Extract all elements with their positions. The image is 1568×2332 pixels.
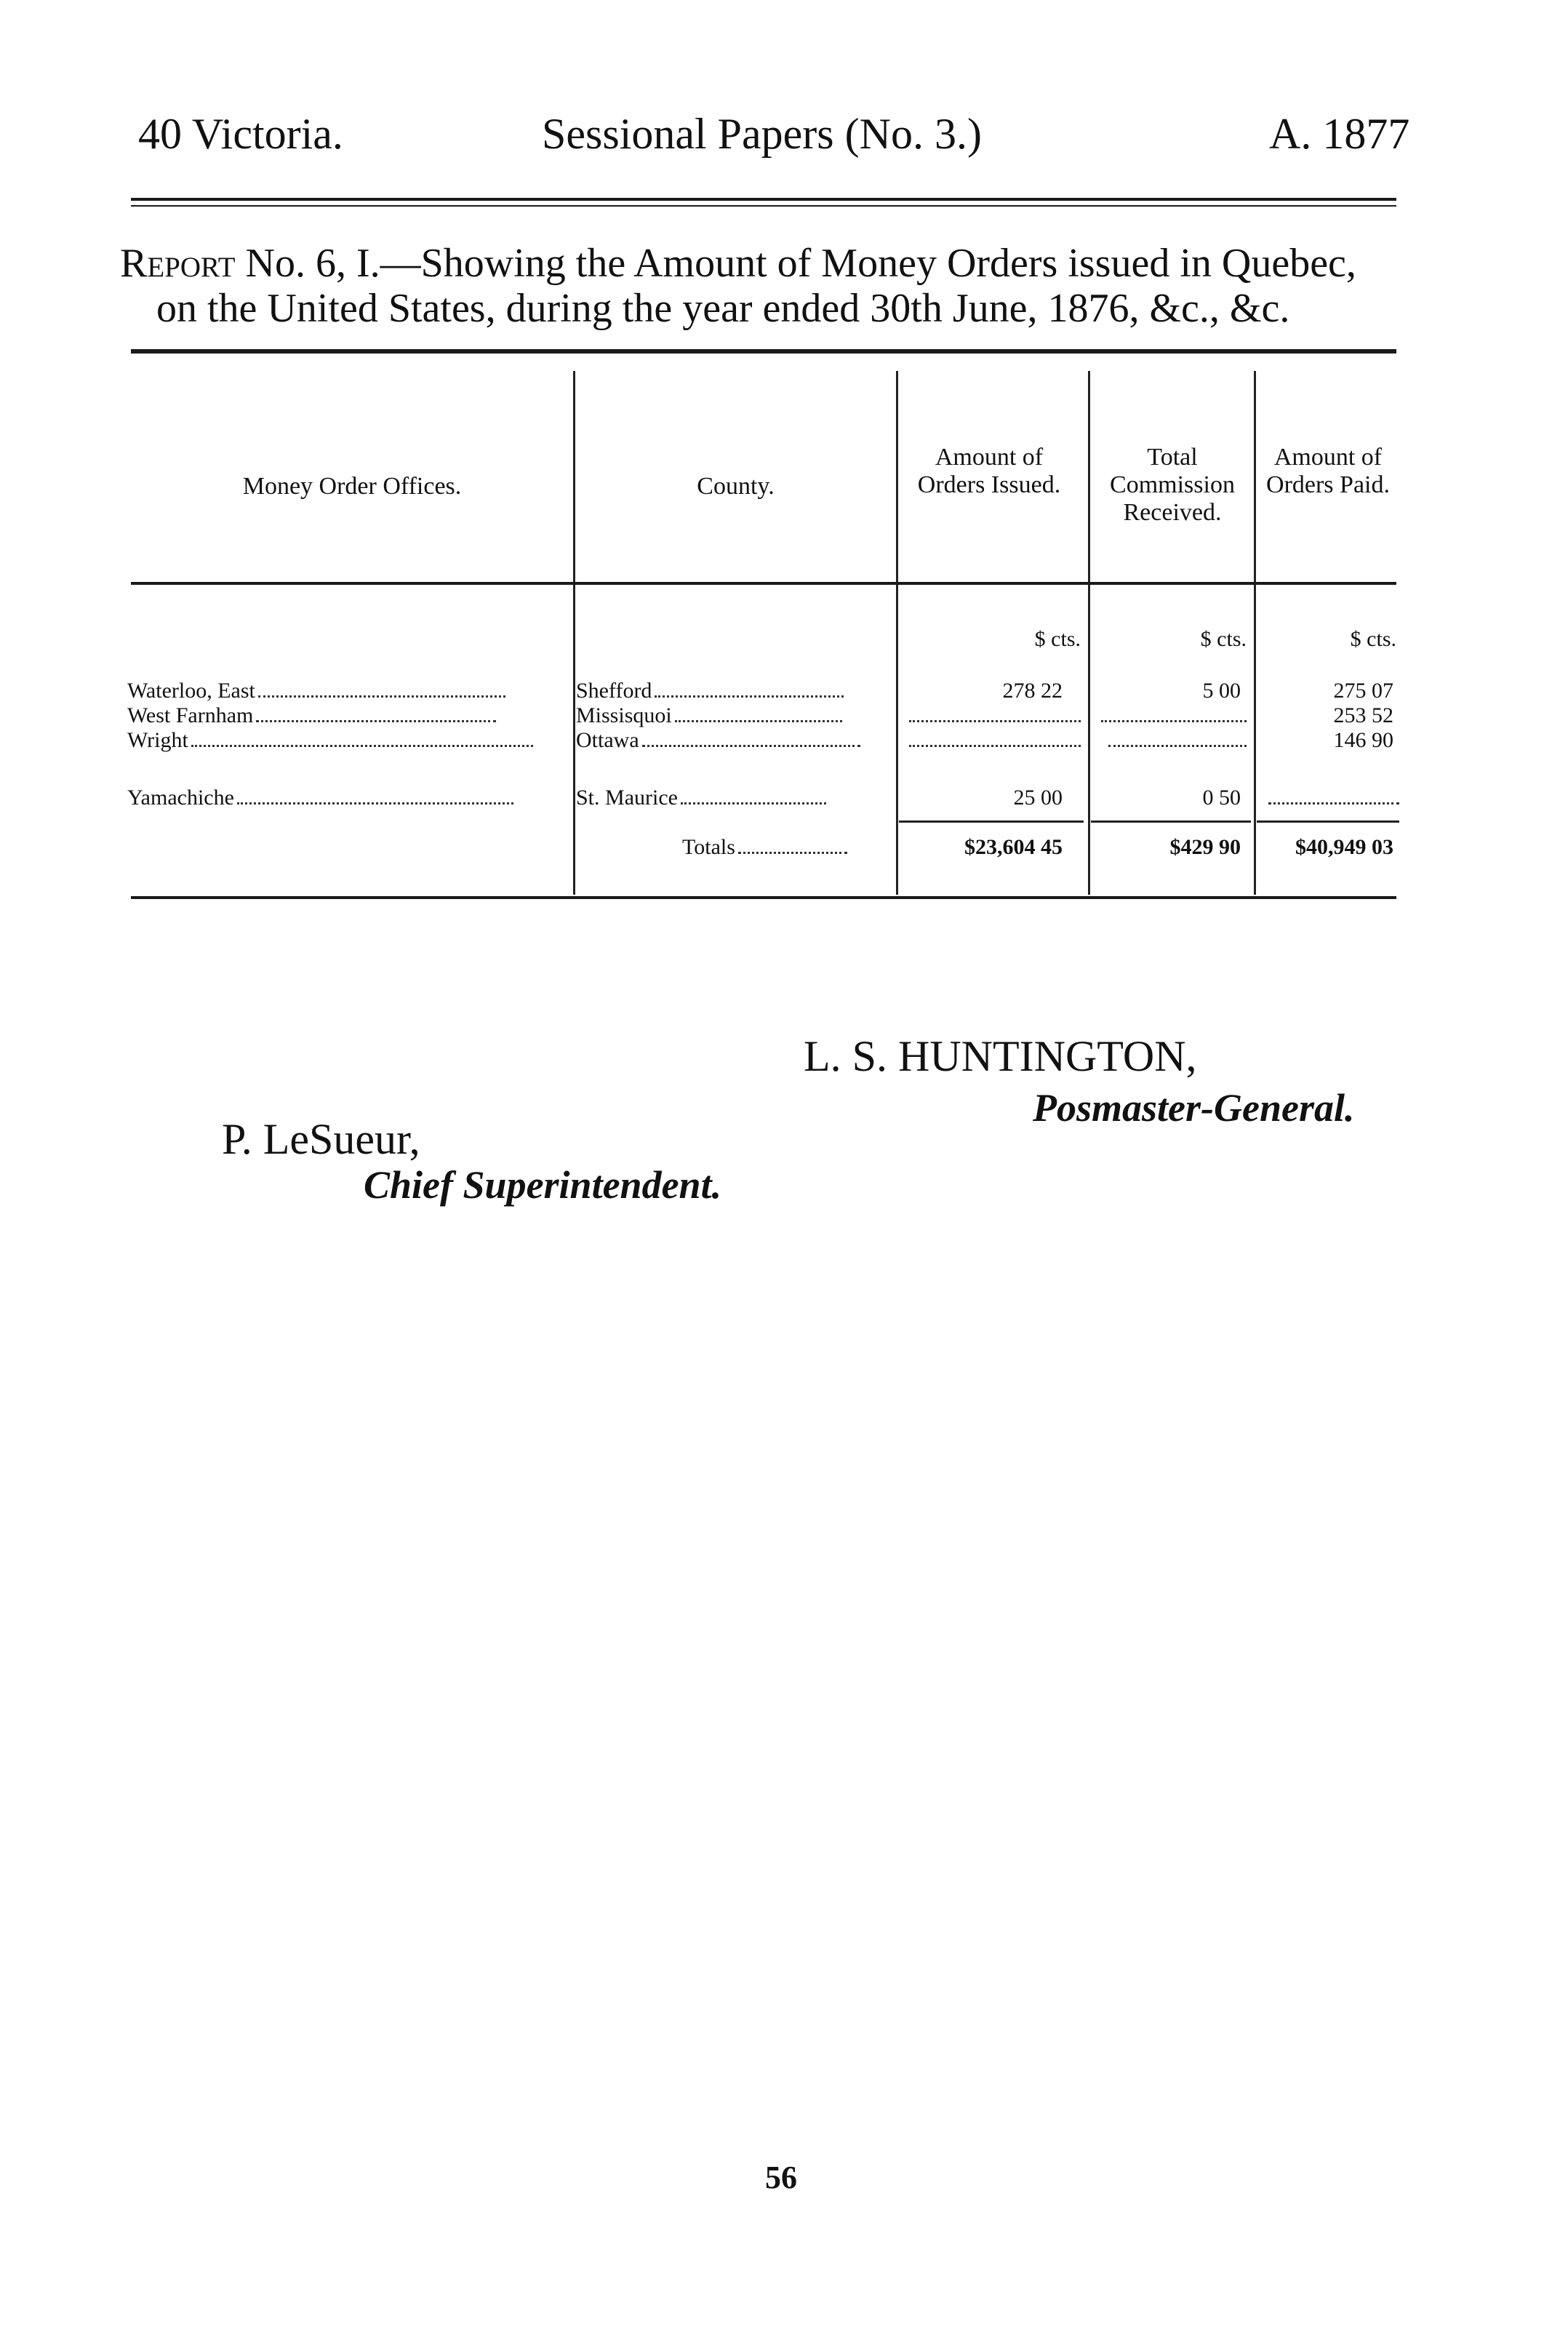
county-name: Missisquoi — [576, 703, 895, 728]
commission: 5 00 — [1202, 679, 1241, 703]
totals-rule-commission — [1091, 820, 1251, 823]
col-header-commission: Total Commission Received. — [1110, 444, 1235, 526]
col-header-office: Money Order Offices. — [242, 473, 462, 500]
unit-paid: $ cts. — [1350, 627, 1396, 651]
office-name: West Farnham — [127, 703, 571, 728]
page-number: 56 — [765, 2160, 797, 2195]
report-title-rest: No. 6, I.—Showing the Amount of Money Orders issued in Quebec, — [235, 241, 1356, 286]
county-name: Shefford — [576, 679, 895, 703]
county-name: St. Maurice — [576, 786, 895, 810]
totals-rule-paid — [1257, 820, 1399, 823]
totals-commission: $429 90 — [1169, 835, 1241, 859]
report-title-line2: on the United States, during the year ended 30th June, 1876, &c., &c. — [156, 286, 1290, 331]
header-bottom-rule — [131, 582, 1396, 585]
totals-issued: $23,604 45 — [964, 835, 1063, 859]
unit-commission: $ cts. — [1200, 627, 1247, 651]
table-bottom-rule — [131, 896, 1396, 899]
col-header-issued: Amount of Orders Issued. — [917, 444, 1061, 498]
unit-issued: $ cts. — [1034, 627, 1081, 651]
commission — [1091, 728, 1247, 753]
col-divider-2 — [896, 371, 898, 895]
commission — [1091, 703, 1247, 728]
amount-paid: 275 07 — [1333, 679, 1393, 703]
county-name: Ottawa — [576, 728, 895, 753]
office-name: Yamachiche — [127, 786, 571, 810]
amount-issued: 25 00 — [1013, 786, 1063, 810]
office-name: Wright — [127, 728, 571, 753]
col-header-county: County. — [697, 473, 775, 500]
signature-superintendent-role: Chief Superintendent. — [364, 1163, 722, 1207]
office-name: Waterloo, East — [127, 679, 571, 703]
amount-issued — [899, 728, 1081, 753]
report-title-line1 — [120, 240, 1356, 287]
totals-rule-issued — [899, 820, 1084, 823]
amount-paid — [1257, 786, 1399, 810]
commission: 0 50 — [1202, 786, 1241, 810]
amount-issued: 278 22 — [1002, 679, 1063, 703]
signature-postmaster-name: L. S. HUNTINGTON, — [804, 1032, 1197, 1080]
header-center: Sessional Papers (No. 3.) — [542, 110, 982, 158]
header-right: A. 1877 — [1269, 110, 1410, 158]
col-divider-4 — [1254, 371, 1256, 895]
totals-label: Totals — [682, 835, 847, 860]
header-left: 40 Victoria. — [138, 110, 343, 158]
totals-paid: $40,949 03 — [1295, 835, 1393, 859]
signature-superintendent-name: P. LeSueur, — [222, 1115, 420, 1163]
amount-paid: 253 52 — [1333, 703, 1393, 727]
report-word: Report — [120, 241, 236, 286]
amount-issued — [899, 703, 1081, 728]
signature-postmaster-role: Posmaster-General. — [1033, 1086, 1355, 1130]
col-header-paid: Amount of Orders Paid. — [1266, 444, 1390, 498]
header-rule-thin — [131, 205, 1396, 207]
col-divider-1 — [573, 371, 575, 895]
header-rule — [131, 198, 1396, 201]
table-top-rule — [131, 349, 1396, 354]
amount-paid: 146 90 — [1333, 728, 1393, 752]
col-divider-3 — [1088, 371, 1090, 895]
